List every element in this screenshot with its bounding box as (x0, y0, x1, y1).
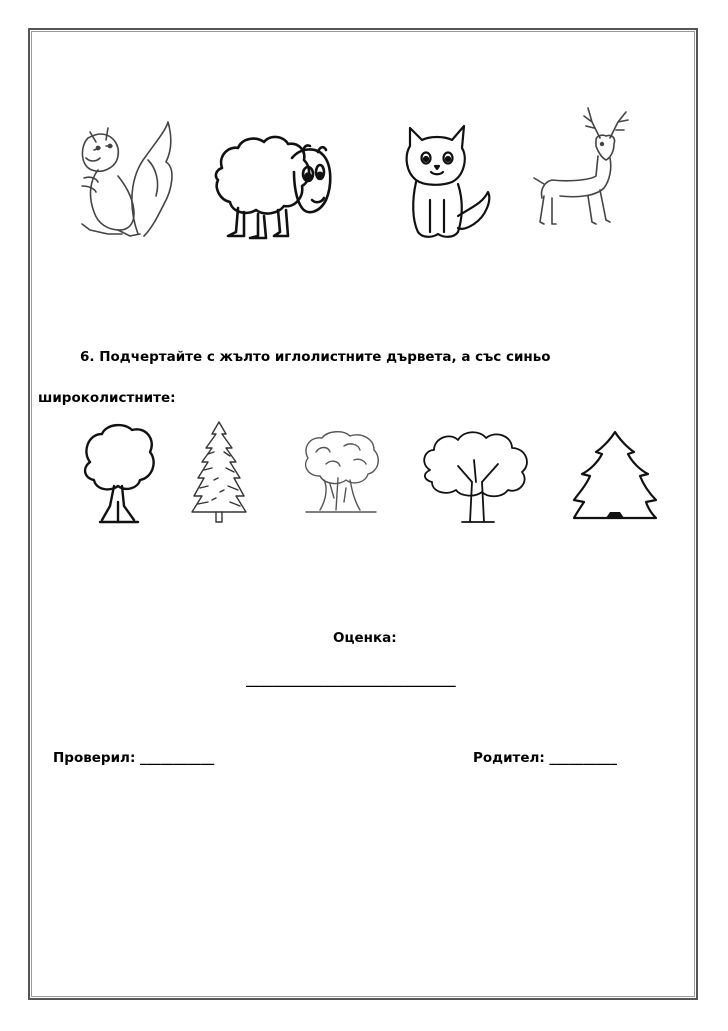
kitten-picture (398, 120, 494, 244)
grade-blank-line: ________________________________ (246, 672, 456, 688)
sheep-picture (208, 128, 336, 244)
deciduous-tree-picture-2 (298, 428, 384, 518)
task-6-line-2: широколистните: (38, 390, 176, 406)
conifer-tree-picture-2 (570, 428, 660, 524)
squirrel-picture (68, 116, 178, 244)
deciduous-tree-picture-3 (418, 426, 534, 526)
deciduous-tree-picture-1 (80, 422, 158, 532)
grade-label: Оценка: (333, 630, 397, 646)
task-6-line-1: 6. Подчертайте с жълто иглолистните дървета, а със синьо (80, 349, 551, 365)
parent-signature: Родител: __________ (473, 750, 617, 766)
deer-picture (530, 104, 634, 234)
conifer-tree-picture-1 (188, 420, 250, 524)
checked-by-signature: Проверил: ___________ (53, 750, 215, 766)
